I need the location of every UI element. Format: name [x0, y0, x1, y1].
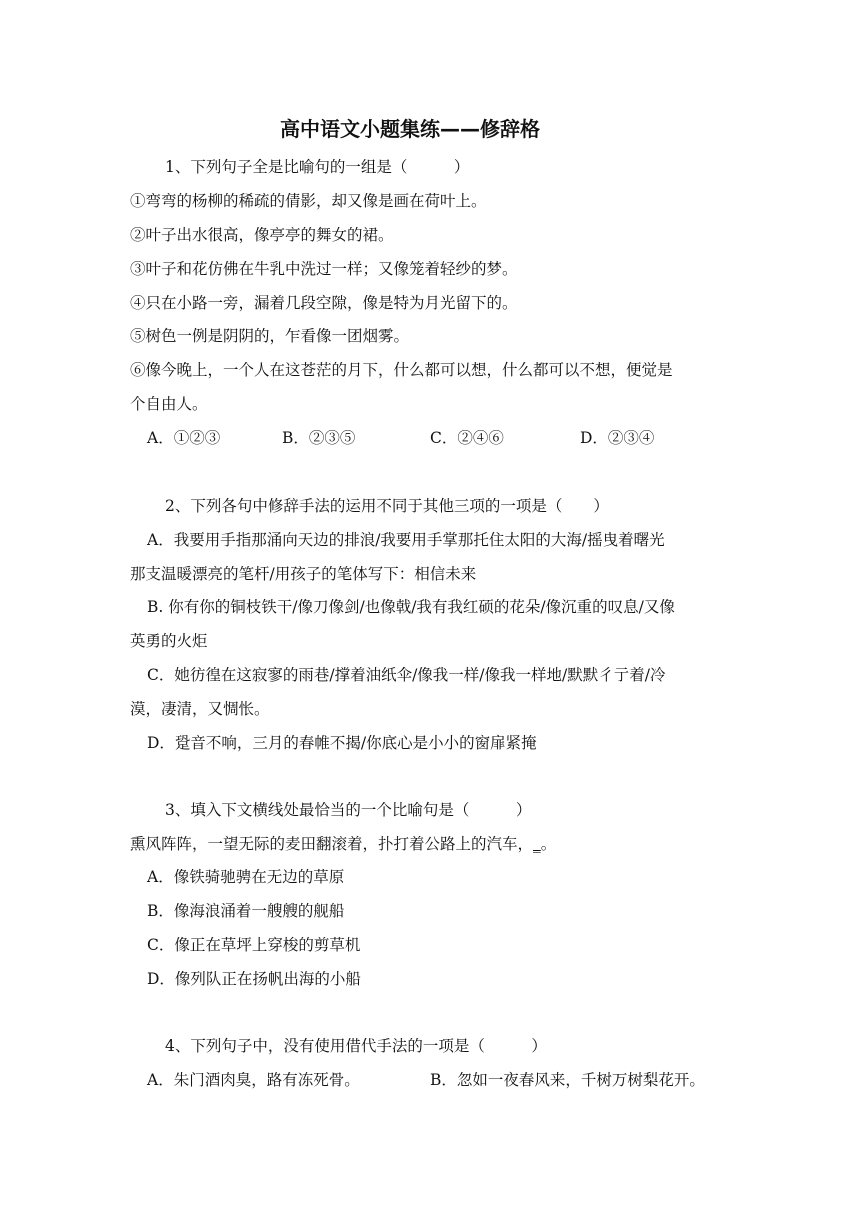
- question-2-choice-b: B. 你有你的铜枝铁干/像刀像剑/也像戟/我有我红硕的花朵/像沉重的叹息/又像: [147, 598, 675, 616]
- question-4-choice-a: A．朱门酒肉臭，路有冻死骨。: [147, 1071, 360, 1089]
- question-1-item: ①弯弯的杨柳的稀疏的倩影，却又像是画在荷叶上。: [130, 192, 487, 210]
- question-1-choice-b: B．②③⑤: [282, 429, 356, 447]
- question-4-stem: 4、下列句子中，没有使用借代手法的一项是（ ）: [165, 1037, 547, 1055]
- question-3-choice-b: B．像海浪涌着一艘艘的舰船: [147, 902, 345, 920]
- question-3-choice-d: D．像列队正在扬帆出海的小船: [147, 970, 361, 988]
- question-2-choice-c: C．她彷徨在这寂寥的雨巷/撑着油纸伞/像我一样/像我一样地/默默彳亍着/冷: [147, 666, 666, 684]
- question-1-choice-c: C．②④⑥: [430, 429, 504, 447]
- question-1-item: ⑥像今晚上，一个人在这苍茫的月下，什么都可以想，什么都可以不想，便觉是: [130, 361, 673, 379]
- question-2-stem: 2、下列各句中修辞手法的运用不同于其他三项的一项是（ ）: [165, 497, 609, 515]
- question-3-choice-a: A．像铁骑驰骋在无边的草原: [147, 868, 345, 886]
- question-3-choice-c: C．像正在草坪上穿梭的剪草机: [147, 936, 361, 954]
- question-1-item: ⑤树色一例是阴阴的，乍看像一团烟雾。: [130, 327, 410, 345]
- question-3-stem: 3、填入下文横线处最恰当的一个比喻句是（ ）: [165, 801, 532, 819]
- question-2-choice-b-continued: 英勇的火炬: [130, 632, 208, 650]
- question-4-choice-b: B．忽如一夜春风来，千树万树梨花开。: [430, 1071, 705, 1089]
- question-1-choice-d: D．②③④: [580, 429, 655, 447]
- question-2-choice-a-continued: 那支温暖漂亮的笔杆/用孩子的笔体写下：相信未来: [130, 565, 477, 583]
- answer-blank: _: [533, 835, 541, 853]
- passage-text: 熏风阵阵，一望无际的麦田翻滚着，扑打着公路上的汽车，: [130, 835, 534, 853]
- question-2-choice-a: A．我要用手指那涌向天边的排浪/我要用手掌那托住太阳的大海/摇曳着曙光: [147, 531, 665, 549]
- question-1-item: ③叶子和花仿佛在牛乳中洗过一样；又像笼着轻纱的梦。: [130, 260, 518, 278]
- page-title: 高中语文小题集练——修辞格: [280, 117, 540, 141]
- question-1-item: ④只在小路一旁，漏着几段空隙，像是特为月光留下的。: [130, 294, 518, 312]
- question-1-item: ②叶子出水很高，像亭亭的舞女的裙。: [130, 226, 394, 244]
- question-1-item-continued: 个自由人。: [130, 395, 208, 413]
- question-3-passage: [130, 834, 750, 854]
- question-1-choice-a: A．①②③: [147, 429, 221, 447]
- question-2-choice-d: D．跫音不响，三月的春帷不揭/你底心是小小的窗扉紧掩: [147, 734, 537, 752]
- question-1-stem: 1、下列句子全是比喻句的一组是（ ）: [165, 158, 470, 176]
- passage-end: 。: [540, 835, 557, 853]
- question-2-choice-c-continued: 漠，凄清，又惆怅。: [130, 700, 270, 718]
